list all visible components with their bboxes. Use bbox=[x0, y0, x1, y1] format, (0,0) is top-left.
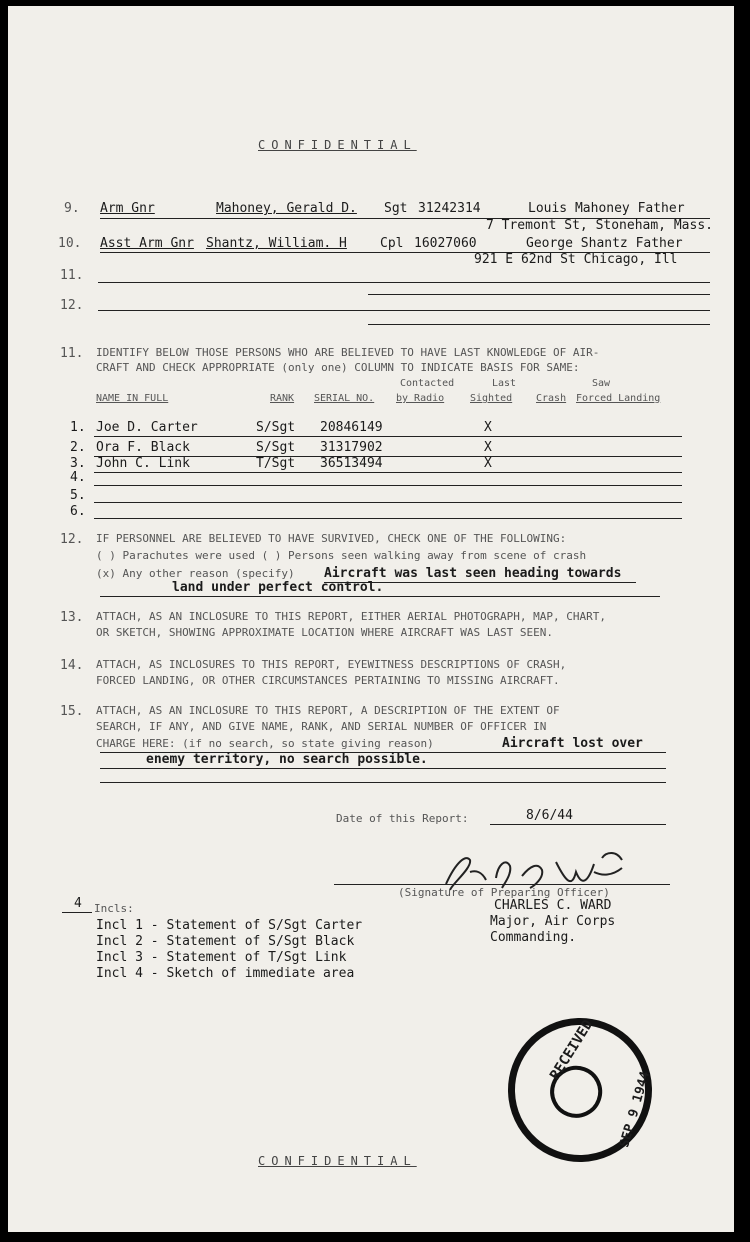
stamp-date-text: SEP 9 1944 bbox=[617, 1069, 654, 1150]
row-serial: 31317902 bbox=[320, 440, 383, 455]
col-name: NAME IN FULL bbox=[96, 393, 169, 404]
crew-row-10-name: Shantz, William. H bbox=[206, 236, 347, 251]
stamp-received-text: RECEIVED bbox=[547, 1017, 597, 1083]
crew-row-10-address: 921 E 62nd St Chicago, Ill bbox=[474, 252, 678, 267]
crew-row-12-line bbox=[98, 310, 710, 311]
row-line bbox=[94, 485, 682, 486]
row-num: 1. bbox=[70, 420, 86, 435]
row-line bbox=[94, 518, 682, 519]
section-15-num: 15. bbox=[60, 704, 84, 719]
section-15-line2: SEARCH, IF ANY, AND GIVE NAME, RANK, AND SERIAL NUMBER OF OFFICER IN bbox=[96, 720, 547, 733]
row-mark: X bbox=[484, 440, 492, 455]
crew-row-9-position: Arm Gnr bbox=[100, 201, 155, 216]
report-date: 8/6/44 bbox=[526, 808, 573, 823]
row-mark: X bbox=[484, 420, 492, 435]
officer-rank: Major, Air Corps bbox=[490, 914, 616, 929]
section-11-line1: IDENTIFY BELOW THOSE PERSONS WHO ARE BELIEVED TO HAVE LAST KNOWLEDGE OF AIR- bbox=[96, 346, 600, 359]
crew-row-12-num: 12. bbox=[60, 298, 84, 313]
crew-row-9-address: 7 Tremont St, Stoneham, Mass. bbox=[486, 218, 713, 233]
incls-count-line bbox=[62, 912, 92, 913]
crew-row-11-line bbox=[98, 282, 710, 283]
section-11-num: 11. bbox=[60, 346, 84, 361]
row-num: 2. bbox=[70, 440, 86, 455]
crew-row-9-serial: 31242314 bbox=[418, 201, 481, 216]
section-14-num: 14. bbox=[60, 658, 84, 673]
section-12-line1: IF PERSONNEL ARE BELIEVED TO HAVE SURVIVED, CHECK ONE OF THE FOLLOWING: bbox=[96, 532, 567, 545]
col-rank: RANK bbox=[270, 393, 295, 404]
section-15-line1: ATTACH, AS AN INCLOSURE TO THIS REPORT, A DESCRIPTION OF THE EXTENT OF bbox=[96, 704, 560, 717]
section-14-line1: ATTACH, AS INCLOSURES TO THIS REPORT, EYEWITNESS DESCRIPTIONS OF CRASH, bbox=[96, 658, 567, 671]
report-date-label: Date of this Report: bbox=[336, 812, 469, 825]
row-line bbox=[94, 472, 682, 473]
crew-row-9-nok: Louis Mahoney Father bbox=[528, 201, 685, 216]
section-12-line4: land under perfect control. bbox=[172, 580, 384, 595]
document-page bbox=[8, 6, 734, 1232]
crew-row-10-rank: Cpl bbox=[380, 236, 404, 251]
crew-row-10-num: 10. bbox=[58, 236, 82, 251]
crew-row-10-serial: 16027060 bbox=[414, 236, 477, 251]
crew-row-11-line-b bbox=[368, 294, 710, 295]
row-serial: 20846149 bbox=[320, 420, 383, 435]
section-12-line4-rule bbox=[100, 596, 660, 597]
inclosure-item: Incl 1 - Statement of S/Sgt Carter bbox=[96, 918, 363, 933]
officer-role: Commanding. bbox=[490, 930, 577, 945]
col-last: Last bbox=[492, 378, 517, 389]
col-crash: Crash bbox=[536, 393, 567, 404]
crew-row-9-line bbox=[100, 218, 710, 219]
row-rank: S/Sgt bbox=[256, 440, 296, 455]
col-sighted: Sighted bbox=[470, 393, 513, 404]
crew-row-12-line-b bbox=[368, 324, 710, 325]
crew-row-11-num: 11. bbox=[60, 268, 84, 283]
row-line bbox=[94, 502, 682, 503]
row-name: John C. Link bbox=[96, 456, 190, 471]
report-date-line bbox=[490, 824, 666, 825]
row-num: 5. bbox=[70, 488, 86, 503]
row-rank: T/Sgt bbox=[256, 456, 296, 471]
incls-label: Incls: bbox=[94, 902, 134, 915]
inclosure-item: Incl 2 - Statement of S/Sgt Black bbox=[96, 934, 355, 949]
section-12-answer: Aircraft was last seen heading towards bbox=[324, 566, 622, 581]
section-13-line2: OR SKETCH, SHOWING APPROXIMATE LOCATION WHERE AIRCRAFT WAS LAST SEEN. bbox=[96, 626, 553, 639]
section-11-line2: CRAFT AND CHECK APPROPRIATE (only one) COLUMN TO INDICATE BASIS FOR SAME: bbox=[96, 361, 580, 374]
row-mark: X bbox=[484, 456, 492, 471]
section-13-line1: ATTACH, AS AN INCLOSURE TO THIS REPORT, EITHER AERIAL PHOTOGRAPH, MAP, CHART, bbox=[96, 610, 606, 623]
section-15-line4: enemy territory, no search possible. bbox=[146, 752, 428, 767]
confidential-footer: CONFIDENTIAL bbox=[258, 1154, 417, 1168]
row-num: 6. bbox=[70, 504, 86, 519]
signature-label: (Signature of Preparing Officer) bbox=[398, 886, 610, 899]
signature-line bbox=[334, 884, 670, 885]
confidential-header: CONFIDENTIAL bbox=[258, 138, 417, 152]
section-13-num: 13. bbox=[60, 610, 84, 625]
col-saw: Saw bbox=[592, 378, 611, 389]
crew-row-10-position: Asst Arm Gnr bbox=[100, 236, 194, 251]
crew-row-9-num: 9. bbox=[64, 201, 80, 216]
inclosure-item: Incl 4 - Sketch of immediate area bbox=[96, 966, 355, 981]
section-15-line4-rule bbox=[100, 768, 666, 769]
row-line bbox=[94, 436, 682, 437]
crew-row-10-nok: George Shantz Father bbox=[526, 236, 683, 251]
officer-name: CHARLES C. WARD bbox=[494, 898, 612, 913]
section-12-line3-prefix: (x) Any other reason (specify) bbox=[96, 567, 295, 580]
crew-row-10-line bbox=[100, 252, 710, 253]
section-15-line5-rule bbox=[100, 782, 666, 783]
crew-row-9-rank: Sgt bbox=[384, 201, 408, 216]
section-12-line2: ( ) Parachutes were used ( ) Persons seen walking away from scene of crash bbox=[96, 549, 587, 562]
row-name: Ora F. Black bbox=[96, 440, 190, 455]
row-serial: 36513494 bbox=[320, 456, 383, 471]
section-12-num: 12. bbox=[60, 532, 84, 547]
col-radio: by Radio bbox=[396, 393, 445, 404]
inclosure-item: Incl 3 - Statement of T/Sgt Link bbox=[96, 950, 347, 965]
section-15-answer: Aircraft lost over bbox=[502, 736, 643, 751]
col-contacted: Contacted bbox=[400, 378, 455, 389]
crew-row-9-name: Mahoney, Gerald D. bbox=[216, 201, 357, 216]
incls-count: 4 bbox=[74, 896, 82, 911]
row-num: 4. bbox=[70, 470, 86, 485]
section-14-line2: FORCED LANDING, OR OTHER CIRCUMSTANCES PERTAINING TO MISSING AIRCRAFT. bbox=[96, 674, 560, 687]
row-name: Joe D. Carter bbox=[96, 420, 198, 435]
row-num: 3. bbox=[70, 456, 86, 471]
col-forced: Forced Landing bbox=[576, 393, 661, 404]
row-rank: S/Sgt bbox=[256, 420, 296, 435]
section-15-line3-prefix: CHARGE HERE: (if no search, so state giving reason) bbox=[96, 737, 434, 750]
col-serial: SERIAL NO. bbox=[314, 393, 375, 404]
